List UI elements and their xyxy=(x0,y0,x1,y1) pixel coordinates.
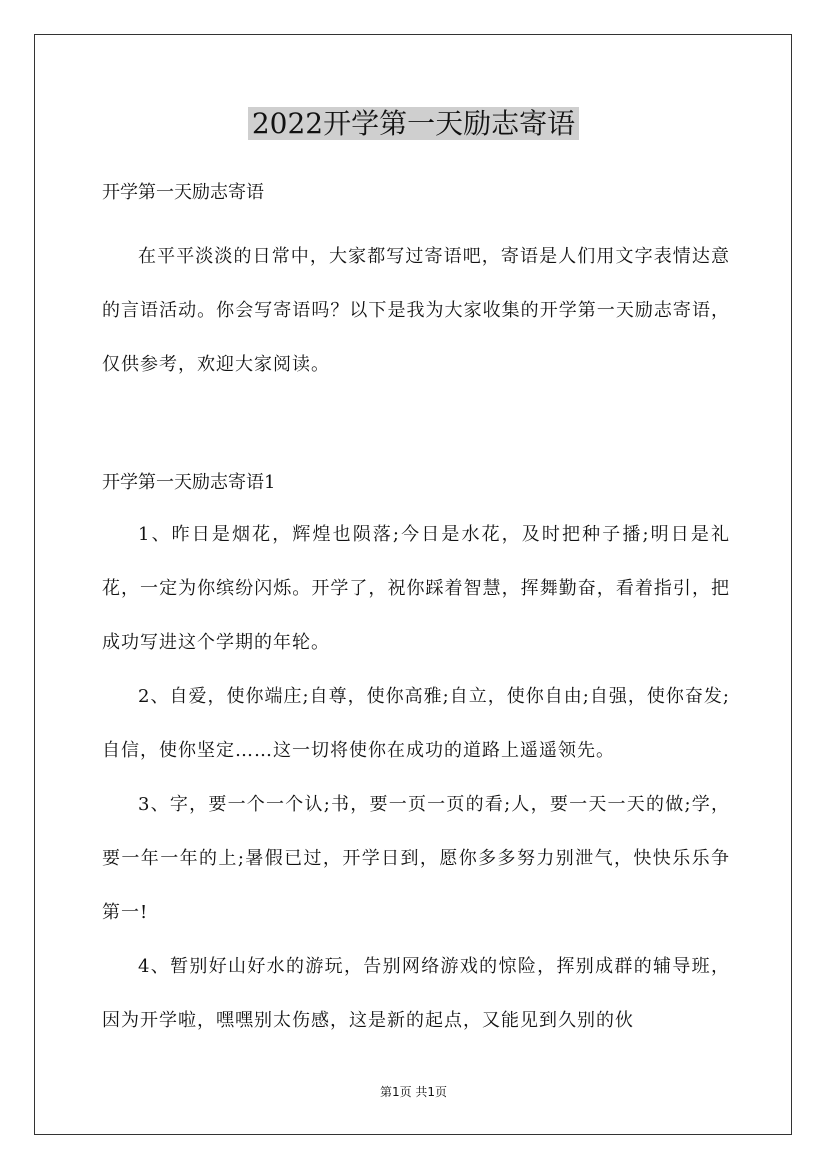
page-footer xyxy=(0,1084,827,1100)
intro-paragraph: 在平平淡淡的日常中，大家都写过寄语吧，寄语是人们用文字表情达意的言语活动。你会写寄语吗？以下是我为大家收集的开学第一天励志寄语，仅供参考，欢迎大家阅读。 xyxy=(102,246,730,375)
list-item: 2、自爱，使你端庄;自尊，使你高雅;自立，使你自由;自强，使你奋发;自信，使你坚定……这一切将使你在成功的道路上遥遥领先。 xyxy=(102,686,730,761)
spacer xyxy=(102,392,730,446)
list-item: 3、字，要一个一个认;书，要一页一页的看;人，要一天一天的做;学，要一年一年的上;暑假已过，开学日到，愿你多多努力别泄气，快快乐乐争第一! xyxy=(102,794,730,923)
section-heading: 开学第一天励志寄语1 xyxy=(102,472,276,493)
document-body xyxy=(102,176,730,1048)
document-title-text: 2022开学第一天励志寄语 xyxy=(248,107,579,140)
list-item: 4、暂别好山好水的游玩，告别网络游戏的惊险，挥别成群的辅导班，因为开学啦，嘿嘿别太伤感，这是新的起点，又能见到久别的伙 xyxy=(102,956,730,1031)
subtitle: 开学第一天励志寄语 xyxy=(102,182,264,203)
page-number: 第1页 共1页 xyxy=(379,1085,448,1099)
list-item: 1、昨日是烟花，辉煌也陨落;今日是水花，及时把种子播;明日是礼花，一定为你缤纷闪烁。开学了，祝你踩着智慧，挥舞勤奋，看着指引，把成功写进这个学期的年轮。 xyxy=(102,524,730,653)
document-title xyxy=(0,104,827,144)
